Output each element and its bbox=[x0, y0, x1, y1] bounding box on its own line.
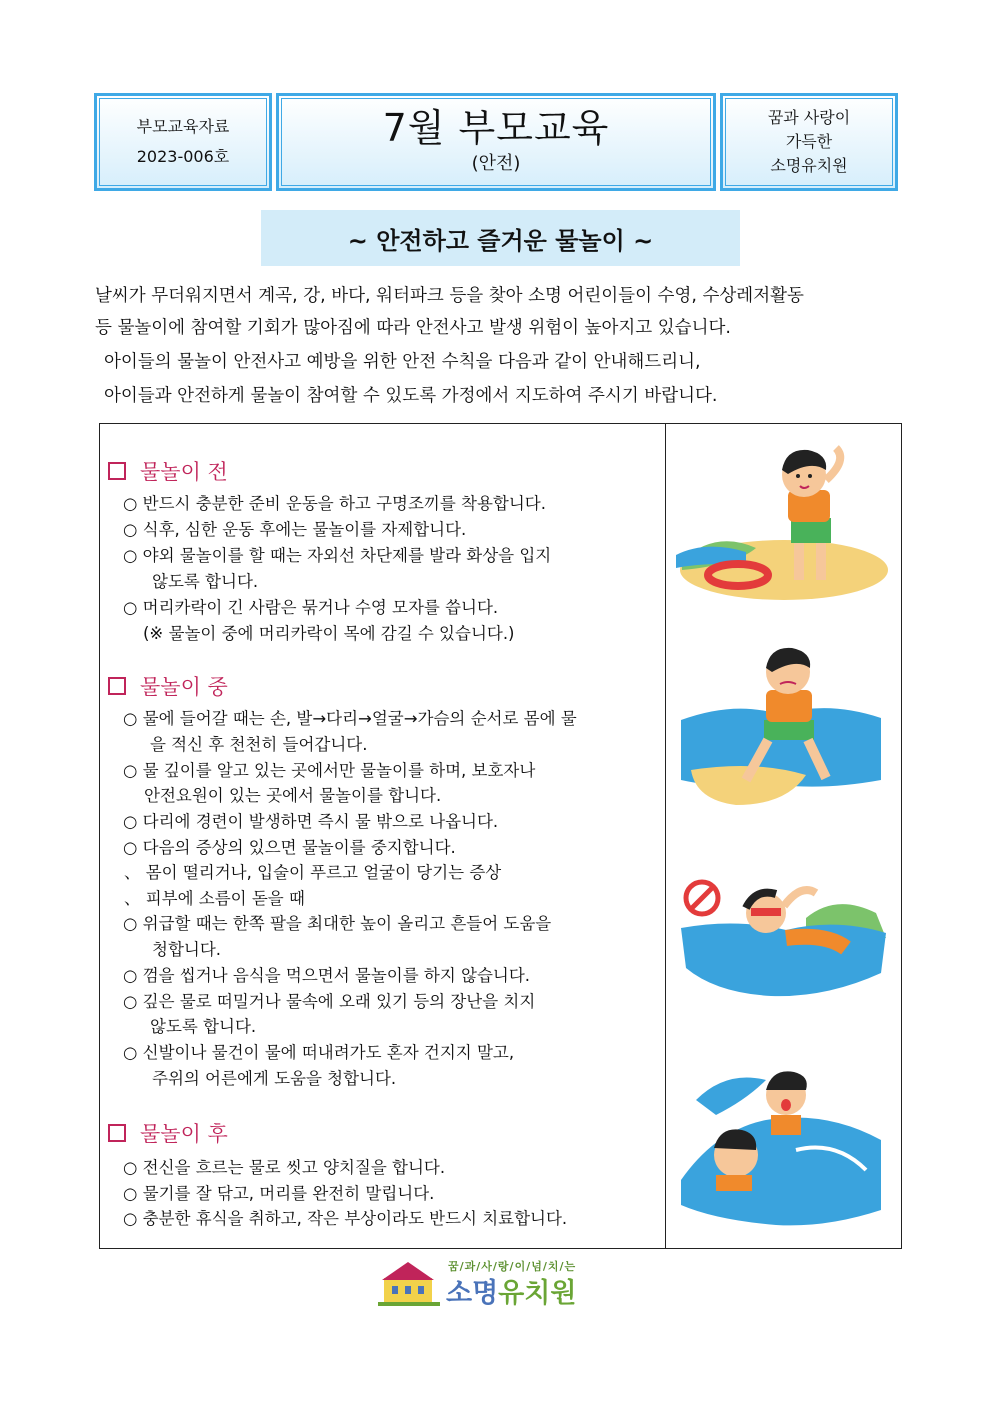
doc-type-label: 부모교육자료 bbox=[136, 117, 230, 136]
footer-name-part2: 유치원 bbox=[498, 1278, 577, 1309]
during-line: ○ 껌을 씹거나 음식을 먹으면서 물놀이를 하지 않습니다. bbox=[123, 966, 531, 985]
during-line: ○ 깊은 물로 떠밀거나 물속에 오래 있기 등의 장난을 치지 bbox=[123, 992, 536, 1011]
checkbox-square-icon bbox=[108, 462, 126, 480]
section-during-title: 물놀이 중 bbox=[140, 675, 228, 699]
section-before-title: 물놀이 전 bbox=[140, 460, 228, 484]
intro-line-2: 등 물놀이에 참여할 기회가 많아짐에 따라 안전사고 발생 위험이 높아지고 있습니다. bbox=[95, 318, 731, 338]
after-line: ○ 충분한 휴식을 취하고, 작은 부상이라도 반드시 치료합니다. bbox=[123, 1209, 568, 1228]
panel-divider bbox=[665, 423, 666, 1249]
during-line: 、 몸이 떨리거나, 입술이 푸르고 얼굴이 당기는 증상 bbox=[124, 863, 502, 882]
during-line: ○ 물에 들어갈 때는 손, 발→다리→얼굴→가슴의 순서로 몸에 물 bbox=[123, 709, 577, 728]
after-line: ○ 물기를 잘 닦고, 머리를 완전히 말립니다. bbox=[123, 1184, 435, 1203]
warmup-boy-illustration bbox=[676, 440, 892, 610]
section-before-heading bbox=[108, 456, 228, 486]
intro-line-4: 아이들과 안전하게 물놀이 참여할 수 있도록 가정에서 지도하여 주시기 바랍니다. bbox=[104, 386, 718, 406]
before-line: (※ 물놀이 중에 머리카락이 목에 감길 수 있습니다.) bbox=[143, 624, 515, 643]
footer-tagline: 꿈/과/사/랑/이/넘/치/는 bbox=[448, 1260, 577, 1273]
intro-line-3: 아이들의 물놀이 안전사고 예방을 위한 안전 수칙을 다음과 같이 안내해드리니, bbox=[104, 352, 701, 372]
during-line: ○ 물 깊이를 알고 있는 곳에서만 물놀이를 하며, 보호자나 bbox=[123, 761, 536, 780]
during-line: 안전요원이 있는 곳에서 물놀이를 합니다. bbox=[144, 786, 442, 805]
before-line: 않도록 합니다. bbox=[152, 572, 259, 591]
checkbox-square-icon bbox=[108, 677, 126, 695]
drowning-children-illustration bbox=[676, 1060, 888, 1230]
checkbox-square-icon bbox=[108, 1124, 126, 1142]
during-line: ○ 다리에 경련이 발생하면 즉시 물 밖으로 나옵니다. bbox=[123, 812, 499, 831]
doc-info-box bbox=[94, 93, 272, 191]
during-line: 청합니다. bbox=[152, 940, 222, 959]
school-slogan-1: 꿈과 사랑이 bbox=[767, 108, 851, 127]
doc-number: 2023-006호 bbox=[136, 147, 230, 166]
page-subtitle: (안전) bbox=[471, 153, 521, 174]
during-line: 주위의 어른에게 도움을 청합니다. bbox=[152, 1069, 397, 1088]
during-line: 、 피부에 소름이 돋을 때 bbox=[124, 889, 305, 908]
school-box bbox=[720, 93, 898, 191]
page-title: 7월 부모교육 bbox=[382, 106, 610, 150]
section-during-heading bbox=[108, 671, 228, 701]
school-name: 소명유치원 bbox=[770, 156, 848, 175]
footer-school-name bbox=[446, 1271, 576, 1310]
during-line: ○ 다음의 증상의 있으면 물놀이를 중지합니다. bbox=[123, 838, 456, 857]
during-line: 을 적신 후 천천히 들어갑니다. bbox=[150, 735, 368, 754]
before-line: ○ 머리카락이 긴 사람은 묶거나 수영 모자를 씁니다. bbox=[123, 598, 499, 617]
shivering-boy-illustration bbox=[676, 640, 886, 815]
intro-line-1: 날씨가 무더워지면서 계곡, 강, 바다, 워터파크 등을 찾아 소명 어린이들이 수영, 수상레저활동 bbox=[95, 286, 804, 306]
during-line: ○ 신발이나 물건이 물에 떠내려가도 혼자 건지지 말고, bbox=[123, 1043, 515, 1062]
school-slogan-2: 가득한 bbox=[785, 132, 833, 151]
before-line: ○ 야외 물놀이를 할 때는 자외선 차단제를 발라 화상을 입지 bbox=[123, 546, 552, 565]
raising-hand-girl-illustration bbox=[676, 878, 888, 998]
before-line: ○ 반드시 충분한 준비 운동을 하고 구명조끼를 착용합니다. bbox=[123, 494, 546, 513]
topic-banner: ~ 안전하고 즐거운 물놀이 ~ bbox=[261, 210, 740, 266]
section-after-heading bbox=[108, 1118, 228, 1148]
before-line: ○ 식후, 심한 운동 후에는 물놀이를 자제합니다. bbox=[123, 520, 467, 539]
section-after-title: 물놀이 후 bbox=[140, 1122, 228, 1146]
during-line: ○ 위급할 때는 한쪽 팔을 최대한 높이 올리고 흔들어 도움을 bbox=[123, 914, 552, 933]
footer-name-part1: 소명 bbox=[446, 1278, 499, 1309]
during-line: 않도록 합니다. bbox=[150, 1017, 257, 1036]
after-line: ○ 전신을 흐르는 물로 씻고 양치질을 합니다. bbox=[123, 1158, 446, 1177]
title-box bbox=[276, 93, 716, 191]
